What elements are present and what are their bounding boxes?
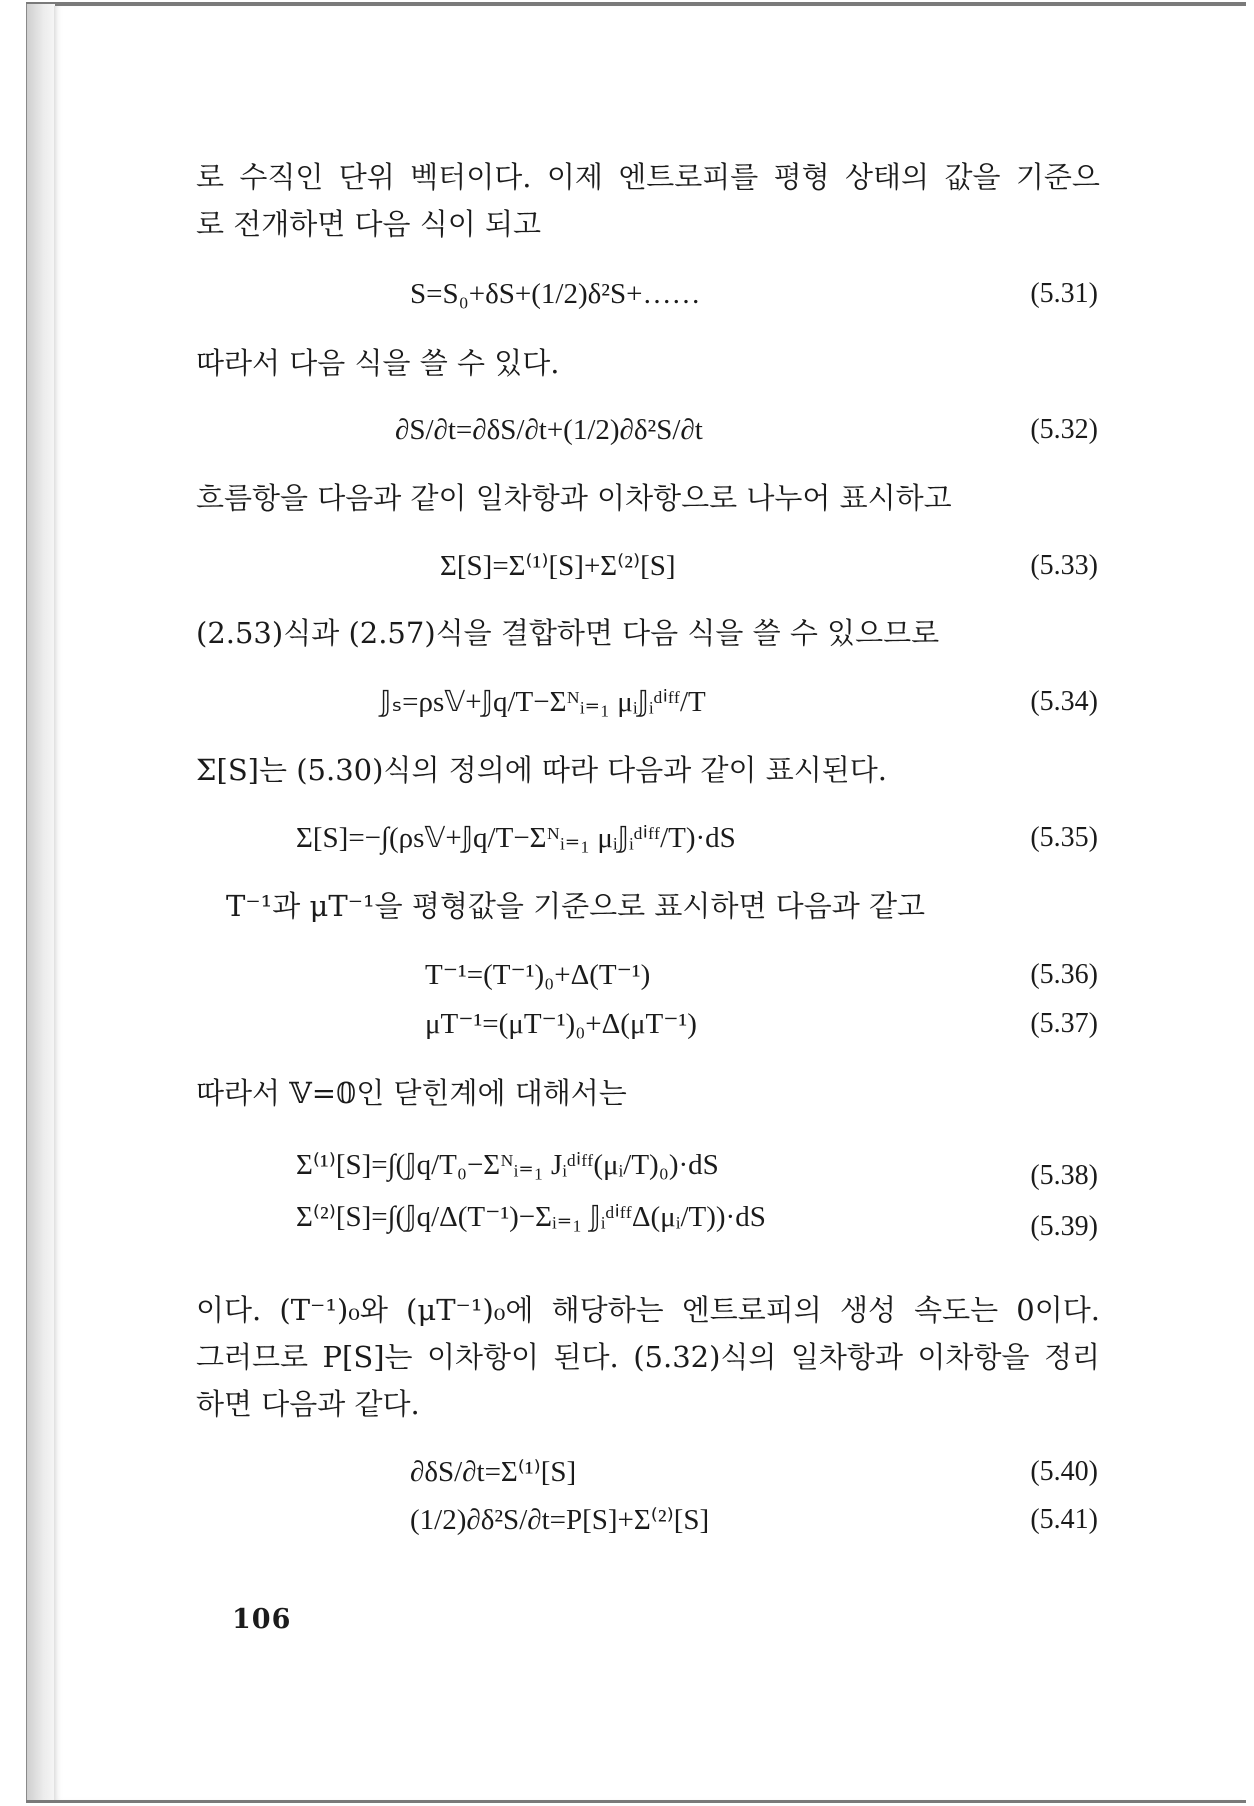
book-spine [26, 4, 55, 1802]
equation: ∂S/∂t=∂δS/∂t+(1/2)∂δ²S/∂t [395, 414, 703, 446]
text-line: (2.53)식과 (2.57)식을 결합하면 다음 식을 쓸 수 있으므로 [196, 616, 940, 650]
equation-number: (5.31) [1030, 278, 1098, 309]
equation-number: (5.33) [1030, 550, 1098, 581]
word: 수직인 [239, 160, 324, 194]
text-line: 하면 다음과 같다. [196, 1387, 420, 1421]
word: 이차항이 [427, 1340, 540, 1374]
equation: T⁻¹=(T⁻¹)₀+Δ(T⁻¹) [425, 959, 651, 991]
equation: ∂δS/∂t=Σ⁽¹⁾[S] [410, 1456, 577, 1488]
word: 기준으 [1015, 160, 1100, 194]
text-line [196, 1337, 1100, 1377]
word: 이다. [196, 1293, 262, 1327]
word: 일차항과 [790, 1340, 903, 1374]
equation-number: (5.36) [1030, 959, 1098, 990]
equation-number: (5.32) [1030, 414, 1098, 445]
equation-number: (5.34) [1030, 686, 1098, 717]
word: 해당하는 [551, 1293, 664, 1327]
equation: μT⁻¹=(μT⁻¹)₀+Δ(μT⁻¹) [425, 1008, 697, 1040]
equation: 𝕁ₛ=ρs𝕍+𝕁q/T−Σᴺᵢ₌₁ μᵢ𝕁ᵢᵈⁱᶠᶠ/T [380, 686, 706, 718]
word: 이제 [546, 160, 603, 194]
text-line [196, 1290, 1100, 1330]
equation: Σ[S]=−∫(ρs𝕍+𝕁q/T−Σᴺᵢ₌₁ μᵢ𝕁ᵢᵈⁱᶠᶠ/T)·dS [296, 822, 736, 854]
equation: Σ⁽²⁾[S]=∫(𝕁q/Δ(T⁻¹)−Σᵢ₌₁ 𝕁ᵢᵈⁱᶠᶠΔ(μᵢ/T))·dS [296, 1201, 766, 1233]
equation: Σ[S]=Σ⁽¹⁾[S]+Σ⁽²⁾[S] [440, 550, 676, 582]
word: (T⁻¹)₀와 [279, 1293, 388, 1327]
text-line: 따라서 𝕍=𝟘인 닫힌계에 대해서는 [196, 1076, 627, 1110]
text-line [196, 157, 1100, 197]
equation-number: (5.37) [1030, 1008, 1098, 1039]
equation: S=S₀+δS+(1/2)δ²S+…… [410, 278, 701, 310]
equation-number: (5.38) [1030, 1160, 1098, 1191]
text-line: 따라서 다음 식을 쓸 수 있다. [196, 346, 560, 380]
word: 그러므로 [196, 1340, 309, 1374]
word: 값을 [944, 160, 1001, 194]
word: 로 [196, 160, 225, 194]
text-line: 흐름항을 다음과 같이 일차항과 이차항으로 나누어 표시하고 [196, 481, 952, 515]
word: 상태의 [845, 160, 930, 194]
text-line: T⁻¹과 μT⁻¹을 평형값을 기준으로 표시하면 다음과 같고 [226, 889, 925, 923]
text-line: Σ[S]는 (5.30)식의 정의에 따라 다음과 같이 표시된다. [196, 753, 887, 787]
word: 생성 [839, 1293, 896, 1327]
word: 엔트로피를 [618, 160, 759, 194]
word: (5.32)식의 [633, 1340, 777, 1374]
word: 속도는 [914, 1293, 999, 1327]
equation-number: (5.39) [1030, 1211, 1098, 1242]
equation: (1/2)∂δ²S/∂t=P[S]+Σ⁽²⁾[S] [410, 1504, 710, 1536]
page-number: 106 [232, 1604, 292, 1635]
word: 0이다. [1016, 1293, 1100, 1327]
word: 이차항을 [917, 1340, 1030, 1374]
word: 벡터이다. [410, 160, 532, 194]
word: 엔트로피의 [681, 1293, 822, 1327]
equation-number: (5.35) [1030, 822, 1098, 853]
word: 정리 [1043, 1340, 1100, 1374]
equation: Σ⁽¹⁾[S]=∫(𝕁q/T₀−Σᴺᵢ₌₁ Jᵢᵈⁱᶠᶠ(μᵢ/T)₀)·dS [296, 1149, 719, 1181]
word: 된다. [553, 1340, 619, 1374]
page-bottom-edge [26, 1800, 1246, 1803]
word: 평형 [773, 160, 830, 194]
equation-number: (5.41) [1030, 1504, 1098, 1535]
text-line: 로 전개하면 다음 식이 되고 [196, 207, 542, 241]
word: P[S]는 [322, 1340, 413, 1374]
word: (μT⁻¹)₀에 [406, 1293, 534, 1327]
equation-number: (5.40) [1030, 1456, 1098, 1487]
word: 단위 [338, 160, 395, 194]
